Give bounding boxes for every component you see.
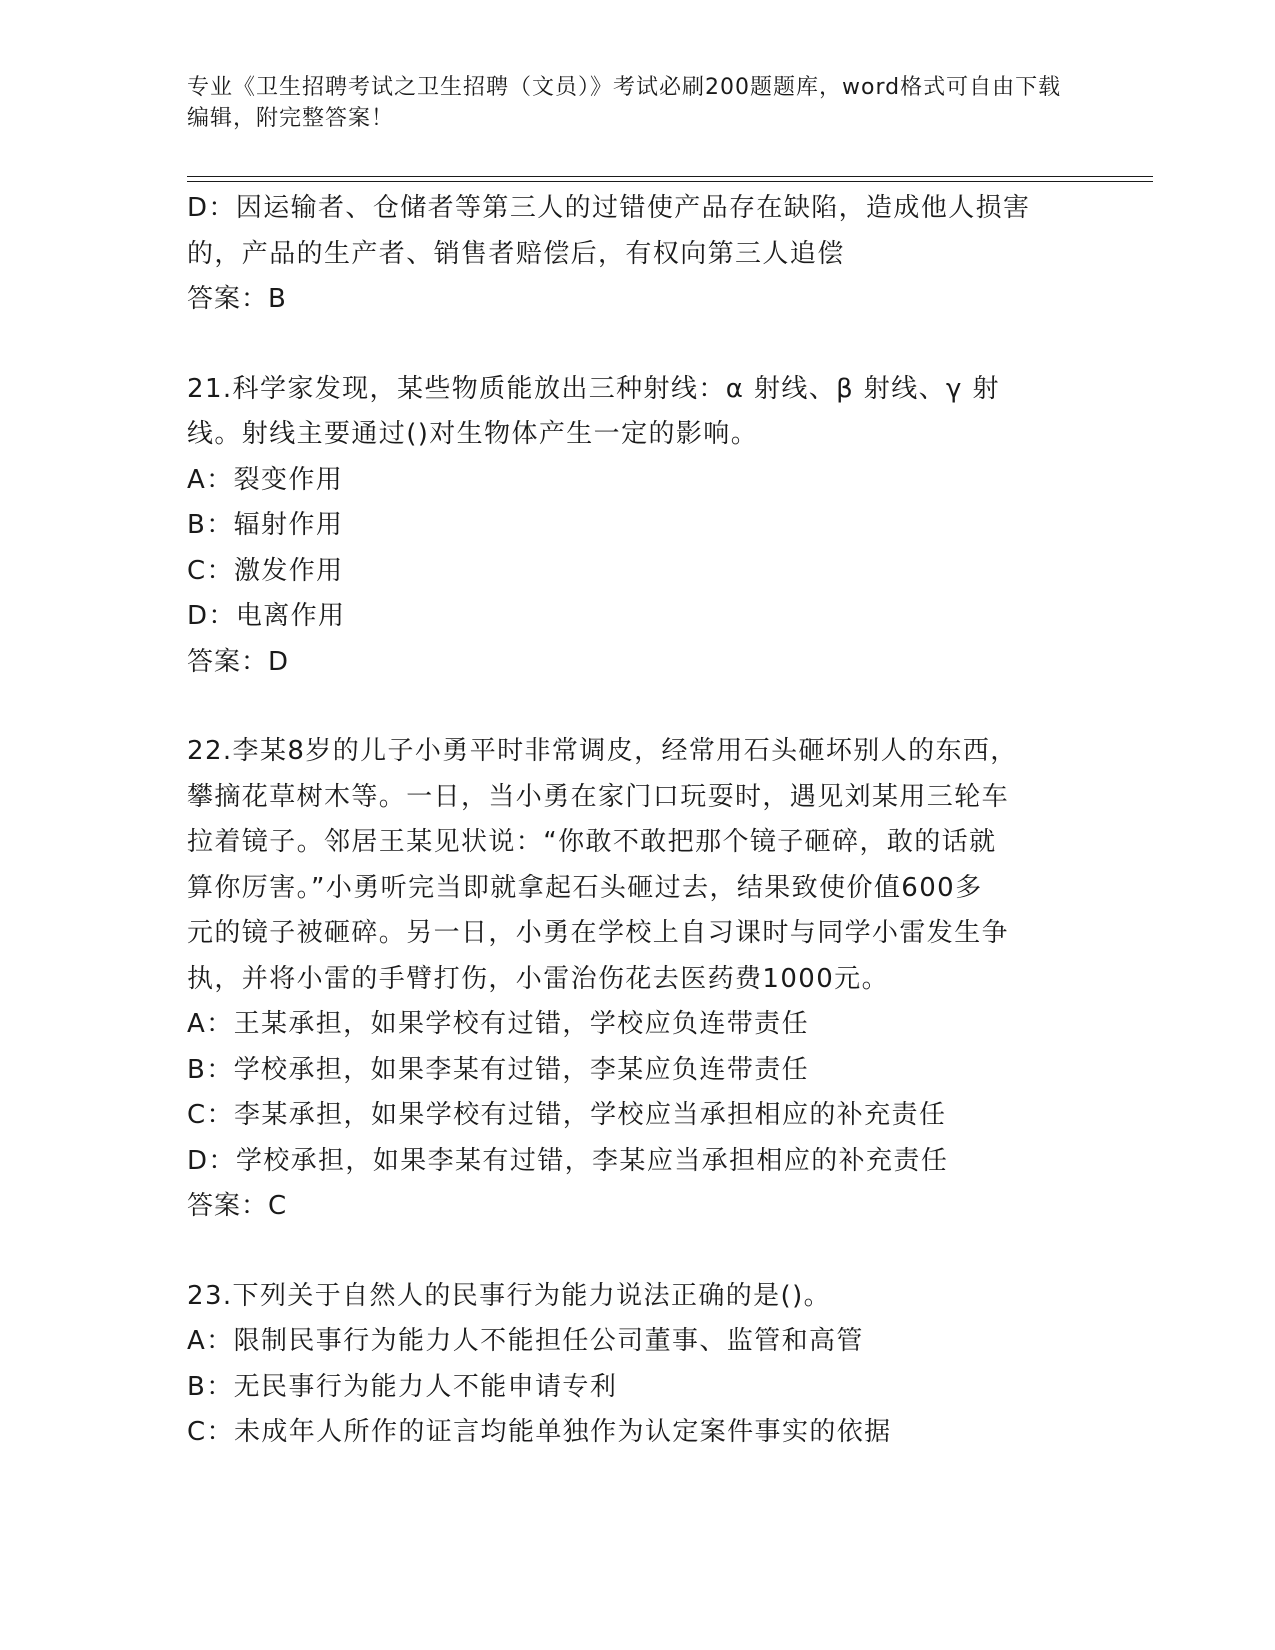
q22-option-d: D：学校承担，如果李某有过错，李某应当承担相应的补充责任: [187, 1145, 949, 1176]
q22-answer: 答案：C: [187, 1191, 288, 1221]
q21-answer: 答案：D: [187, 646, 290, 677]
q22-option-c: C：李某承担，如果学校有过错，学校应当承担相应的补充责任: [187, 1100, 947, 1130]
spacer: [187, 685, 1087, 729]
q22-stem-line5: 元的镜子被砸碎。另一日，小勇在学校上自习课时与同学小雷发生争: [187, 918, 1010, 948]
document-header: 专业《卫生招聘考试之卫生招聘（文员）》考试必刷200题题库，word格式可自由下载编辑，附完整答案！: [187, 75, 1062, 131]
q22-stem-line2: 攀摘花草树木等。一日，当小勇在家门口玩耍时，遇见刘某用三轮车: [187, 781, 1010, 812]
q21-option-c: C：激发作用: [187, 555, 344, 586]
q22-option-a: A：王某承担，如果学校有过错，学校应负连带责任: [187, 1009, 809, 1039]
q22-stem-line3: 拉着镜子。邻居王某见状说：“你敢不敢把那个镜子砸碎，敢的话就: [187, 827, 997, 857]
q21-option-d: D：电离作用: [187, 601, 346, 631]
header-rule-bottom: [187, 181, 1153, 182]
q21-option-a: A：裂变作用: [187, 464, 344, 495]
q22-stem-line1: 22.李某8岁的儿子小勇平时非常调皮，经常用石头砸坏别人的东西，: [187, 736, 1018, 766]
q23-option-c: C：未成年人所作的证言均能单独作为认定案件事实的依据: [187, 1417, 892, 1447]
q23-stem-line1: 23.下列关于自然人的民事行为能力说法正确的是()。: [187, 1280, 832, 1311]
spacer: [187, 323, 1087, 367]
q21-option-b: B：辐射作用: [187, 510, 344, 540]
q22-stem-line6: 执，并将小雷的手臂打伤，小雷治伤花去医药费1000元。: [187, 963, 889, 994]
q22-stem-line4: 算你厉害。”小勇听完当即就拿起石头砸过去，结果致使价值600多: [187, 872, 983, 903]
spacer: [187, 1230, 1087, 1274]
q23-option-a: A：限制民事行为能力人不能担任公司董事、监管和高管: [187, 1326, 864, 1356]
prev-answer: 答案：B: [187, 284, 287, 314]
header-rule-top: [187, 176, 1153, 177]
prev-option-d-line2: 的，产品的生产者、销售者赔偿后，有权向第三人追偿: [187, 238, 845, 269]
prev-option-d-line1: D：因运输者、仓储者等第三人的过错使产品存在缺陷，造成他人损害: [187, 193, 1031, 223]
q22-option-b: B：学校承担，如果李某有过错，李某应负连带责任: [187, 1054, 810, 1085]
q21-stem-line2: 线。射线主要通过()对生物体产生一定的影响。: [187, 419, 759, 449]
document-body: [187, 186, 1087, 1456]
q21-stem-line1: 21.科学家发现，某些物质能放出三种射线：α 射线、β 射线、γ 射: [187, 373, 1000, 404]
q23-option-b: B：无民事行为能力人不能申请专利: [187, 1371, 618, 1402]
